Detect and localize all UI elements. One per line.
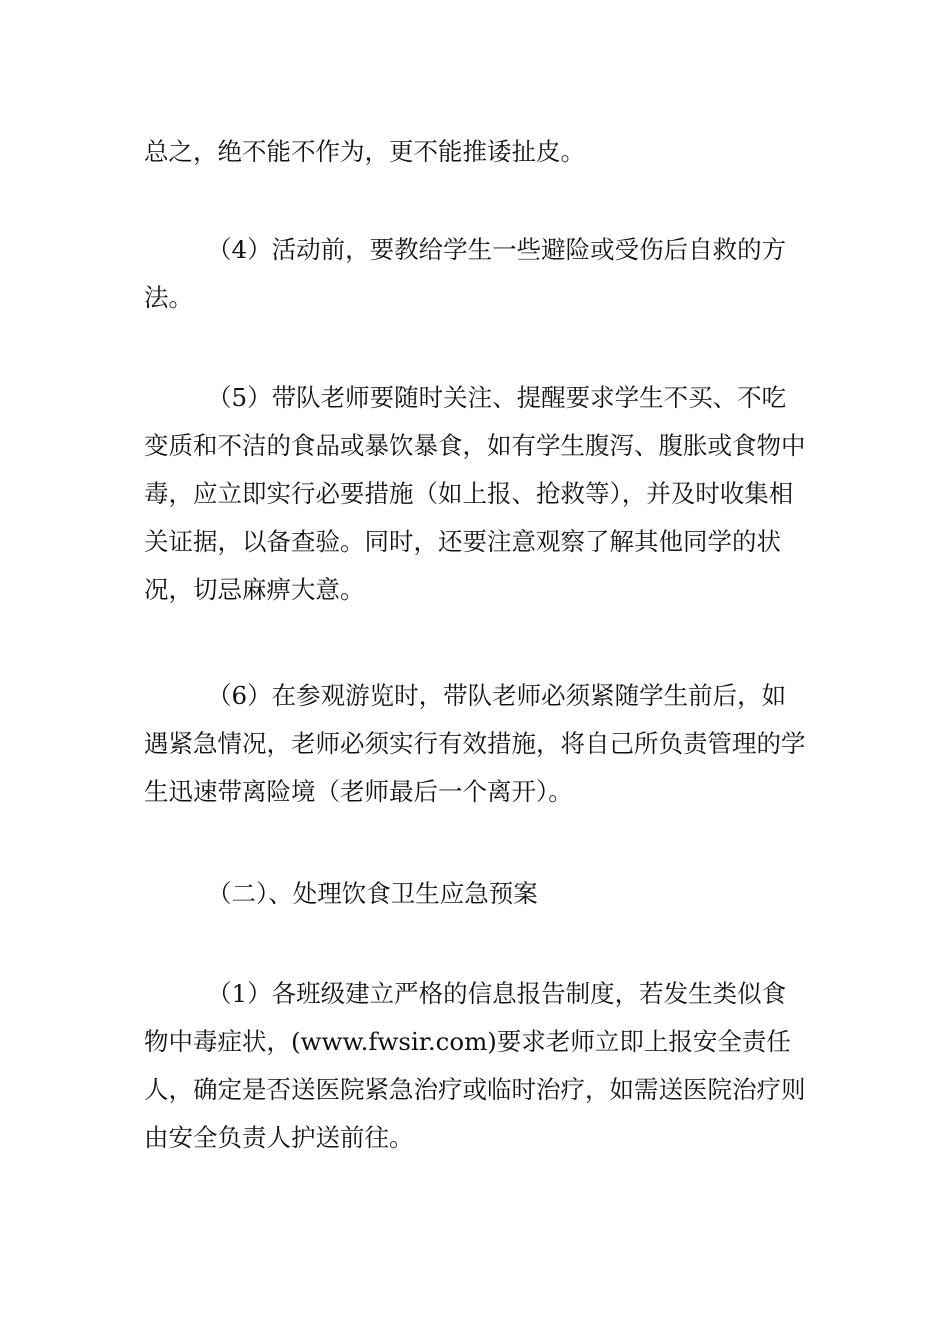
paragraph-item-4: （4）活动前，要教给学生一些避险或受伤后自救的方法。 (144, 235, 787, 312)
section-heading: （二）、处理饮食卫生应急预案 (207, 879, 538, 908)
paragraph-item-1: （1）各班级建立严格的信息报告制度，若发生类似食物中毒症状，(www.fwsir.com)要求老师立即上报安全责任人，确定是否送医院紧急治疗或临时治疗，如需送医院治疗则由安全负责人护送前往。 (144, 979, 806, 1152)
paragraph-item-5: （5）带队老师要随时关注、提醒要求学生不买、不吃变质和不洁的食品或暴饮暴食，如有学生腹泻、腹胀或食物中毒，应立即实行必要措施（如上报、抢救等），并及时收集相关证据，以备查验。同时，还要注意观察了解其他同学的状况，切忌麻痹大意。 (144, 383, 806, 604)
paragraph-conclusion: 总之，绝不能不作为，更不能推诿扯皮。 (144, 137, 585, 166)
paragraph-item-6: （6）在参观游览时，带队老师必须紧随学生前后，如遇紧急情况，老师必须实行有效措施，将自己所负责管理的学生迅速带离险境（老师最后一个离开）。 (144, 681, 806, 806)
